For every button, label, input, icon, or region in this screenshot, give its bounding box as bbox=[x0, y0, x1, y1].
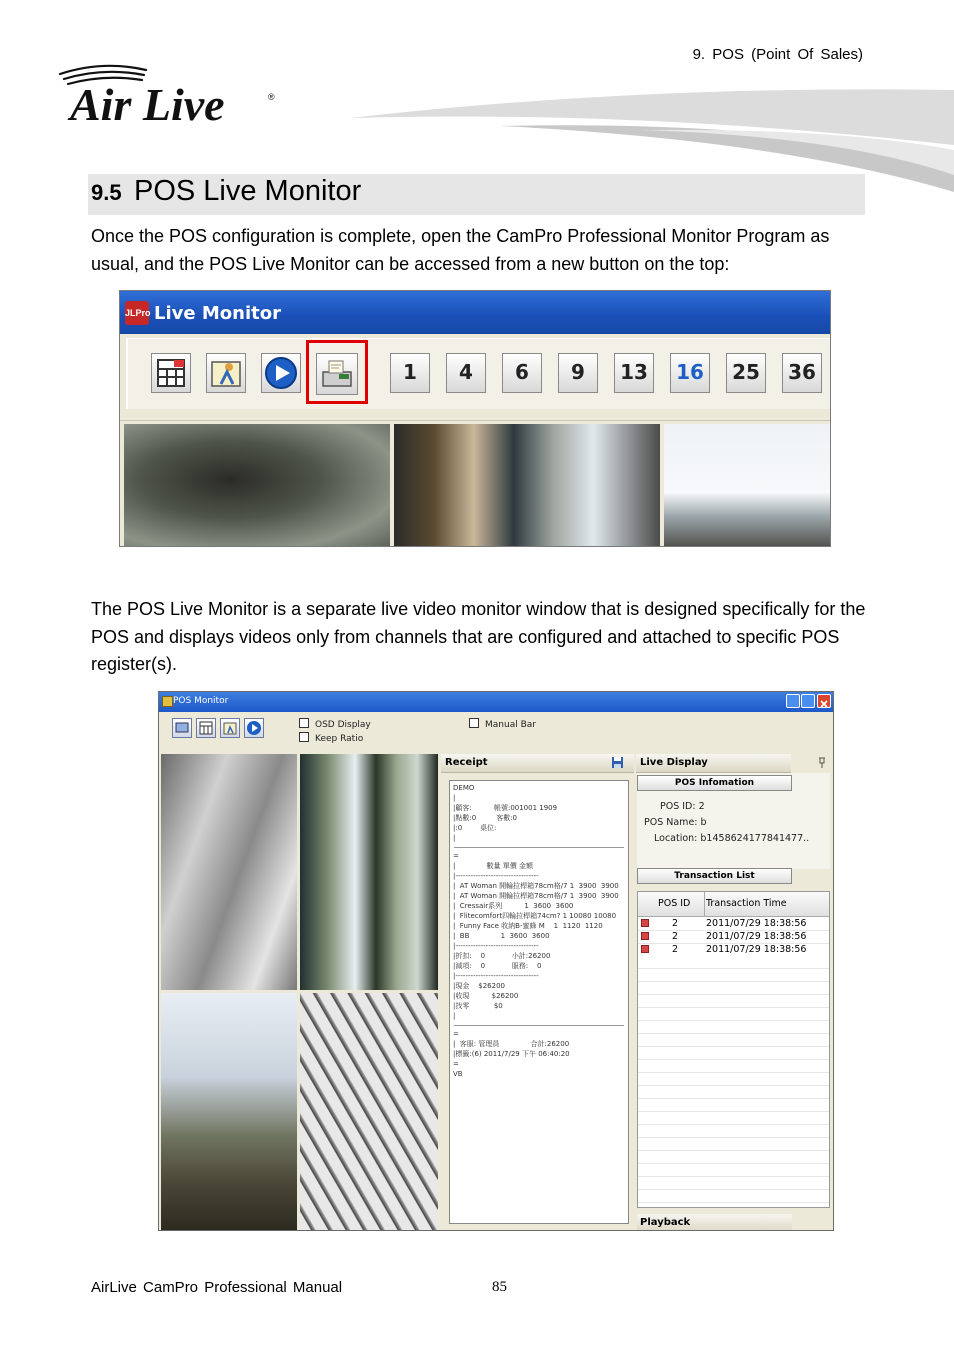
table-row[interactable]: 2 2011/07/29 18:38:56 bbox=[638, 917, 829, 931]
pos-information-button[interactable]: POS Infomation bbox=[637, 775, 792, 791]
receipt-paper bbox=[449, 780, 629, 1224]
user-icon[interactable] bbox=[206, 353, 246, 393]
pos-button-highlight bbox=[306, 340, 368, 404]
record-icon bbox=[641, 919, 649, 927]
close-button[interactable] bbox=[817, 694, 831, 708]
split-25-button[interactable]: 25 bbox=[726, 353, 766, 393]
pos-id-value: POS ID: 2 bbox=[660, 801, 705, 812]
live-video-area bbox=[124, 424, 831, 547]
pos-video-grid bbox=[161, 754, 438, 1231]
playback-header[interactable]: Playback bbox=[637, 1214, 792, 1231]
split-6-button[interactable]: 6 bbox=[502, 353, 542, 393]
receipt-line: |收現 $26200 bbox=[453, 992, 519, 1000]
live-monitor-window bbox=[119, 290, 831, 547]
record-icon bbox=[641, 945, 649, 953]
receipt-line: |:0 桌位: bbox=[453, 824, 497, 832]
table-row[interactable]: 2 2011/07/29 18:38:56 bbox=[638, 943, 829, 957]
pos-video-2[interactable] bbox=[300, 754, 438, 990]
video-feed-1[interactable] bbox=[124, 424, 390, 547]
receipt-line: = bbox=[453, 852, 459, 860]
description-paragraph: The POS Live Monitor is a separate live video monitor window that is designed specifically for the POS and displays videos only from channels that are configured and attached to specific POS register(s). bbox=[91, 599, 866, 674]
split-1-button[interactable]: 1 bbox=[390, 353, 430, 393]
table-row[interactable]: 2 2011/07/29 18:38:56 bbox=[638, 930, 829, 944]
layout-icon[interactable] bbox=[151, 353, 191, 393]
receipt-line: | 客服: 管理員 合計:26200 bbox=[453, 1040, 570, 1048]
split-13-button[interactable]: 13 bbox=[614, 353, 654, 393]
svg-text:®: ® bbox=[268, 92, 275, 102]
receipt-line: | bbox=[453, 834, 456, 842]
osd-display-checkbox[interactable]: OSD Display bbox=[299, 718, 371, 730]
transaction-table bbox=[637, 891, 830, 1208]
receipt-line: | Funny Face 收納B-蜜蜂 M 1 1120 1120 bbox=[453, 922, 603, 930]
app-icon: JLPro bbox=[125, 301, 149, 325]
receipt-line: VB bbox=[453, 1070, 463, 1078]
save-icon[interactable] bbox=[611, 756, 624, 769]
video-feed-3[interactable] bbox=[664, 424, 831, 547]
col-pos-id: POS ID bbox=[658, 898, 691, 909]
receipt-line: | Flitecomfort四輪拉桿箱74cm? 1 10080 10080 bbox=[453, 912, 617, 920]
location-value: Location: b1458624177841477.. bbox=[654, 833, 810, 844]
receipt-line: |--------------------------------- bbox=[453, 942, 539, 950]
play-icon[interactable] bbox=[261, 353, 301, 393]
pos-app-icon bbox=[162, 696, 173, 707]
receipt-line: | Cressair系列 1 3600 3600 bbox=[453, 902, 574, 910]
pin-icon[interactable] bbox=[817, 757, 827, 769]
receipt-line: | bbox=[453, 794, 456, 802]
receipt-header: Receipt bbox=[441, 754, 634, 773]
pos-name-value: POS Name: b bbox=[644, 817, 707, 828]
split-4-button[interactable]: 4 bbox=[446, 353, 486, 393]
pos-video-1[interactable] bbox=[161, 754, 297, 990]
transaction-list-button[interactable]: Transaction List bbox=[637, 868, 792, 884]
section-heading bbox=[88, 174, 865, 215]
record-icon bbox=[641, 932, 649, 940]
receipt-line: | bbox=[453, 1012, 456, 1020]
split-16-button[interactable]: 16 bbox=[670, 353, 710, 393]
receipt-line: DEMO bbox=[453, 784, 475, 792]
transaction-table-header bbox=[638, 892, 829, 917]
footer-manual-title: AirLive CamPro Professional Manual bbox=[91, 1279, 343, 1296]
col-transaction-time: Transaction Time bbox=[706, 898, 787, 909]
receipt-line: = bbox=[453, 1060, 459, 1068]
pos-monitor-window bbox=[158, 691, 834, 1231]
chapter-header: 9. POS (Point Of Sales) bbox=[692, 46, 863, 63]
receipt-line: | AT Woman 開輪拉桿箱78cm格/7 1 3900 3900 bbox=[453, 882, 619, 890]
pos-video-4[interactable] bbox=[300, 993, 438, 1231]
close-icon bbox=[818, 698, 830, 710]
receipt-line: = bbox=[453, 1030, 459, 1038]
live-monitor-titlebar bbox=[120, 291, 830, 334]
layout-icon[interactable] bbox=[196, 718, 216, 738]
receipt-line: |折扣: 0 小計:26200 bbox=[453, 952, 551, 960]
live-display-panel bbox=[636, 754, 833, 1231]
video-feed-2[interactable] bbox=[394, 424, 660, 547]
split-36-button[interactable]: 36 bbox=[782, 353, 822, 393]
pos-video-3[interactable] bbox=[161, 993, 297, 1231]
receipt-line: |現金 $26200 bbox=[453, 982, 505, 990]
receipt-panel bbox=[441, 754, 634, 1231]
receipt-line: |標籤:(6) 2011/7/29 下午 06:40:20 bbox=[453, 1050, 570, 1058]
maximize-button[interactable] bbox=[801, 694, 815, 708]
section-number: 9.5 bbox=[91, 180, 122, 205]
live-monitor-title: Live Monitor bbox=[154, 303, 281, 324]
receipt-line: | AT Woman 開輪拉桿箱78cm格/7 1 3900 3900 bbox=[453, 892, 619, 900]
keep-ratio-checkbox[interactable]: Keep Ratio bbox=[299, 732, 363, 744]
user-icon[interactable] bbox=[220, 718, 240, 738]
receipt-line: | BB 1 3600 3600 bbox=[453, 932, 550, 940]
page-number: 85 bbox=[492, 1279, 507, 1295]
play-icon[interactable] bbox=[244, 718, 264, 738]
pos-monitor-title: POS Monitor bbox=[173, 696, 229, 706]
pos-toolbar bbox=[159, 712, 833, 752]
minimize-button[interactable] bbox=[786, 694, 800, 708]
receipt-line: |減項: 0 服務: 0 bbox=[453, 962, 542, 970]
section-title: POS Live Monitor bbox=[134, 175, 362, 207]
logo-wordmark: Air Live bbox=[70, 79, 225, 126]
manual-bar-checkbox[interactable]: Manual Bar bbox=[469, 718, 536, 730]
receipt-line: |顧客: 帳號:001001 1909 bbox=[453, 804, 558, 812]
split-9-button[interactable]: 9 bbox=[558, 353, 598, 393]
receipt-line: |--------------------------------- bbox=[453, 872, 539, 880]
receipt-line: | 數量 單價 金額 bbox=[453, 862, 533, 870]
pos-monitor-titlebar bbox=[159, 692, 833, 712]
live-display-header: Live Display bbox=[636, 754, 791, 773]
airlive-logo bbox=[58, 60, 288, 126]
monitor-icon[interactable] bbox=[172, 718, 192, 738]
receipt-line: |--------------------------------- bbox=[453, 972, 539, 980]
receipt-line: |點數:0 客數:0 bbox=[453, 814, 518, 822]
intro-paragraph: Once the POS configuration is complete, open the CamPro Professional Monitor Program as usual, and the POS Live Monitor can be accessed from a new button on the top: bbox=[91, 226, 830, 274]
receipt-line: |找零 $0 bbox=[453, 1002, 503, 1010]
